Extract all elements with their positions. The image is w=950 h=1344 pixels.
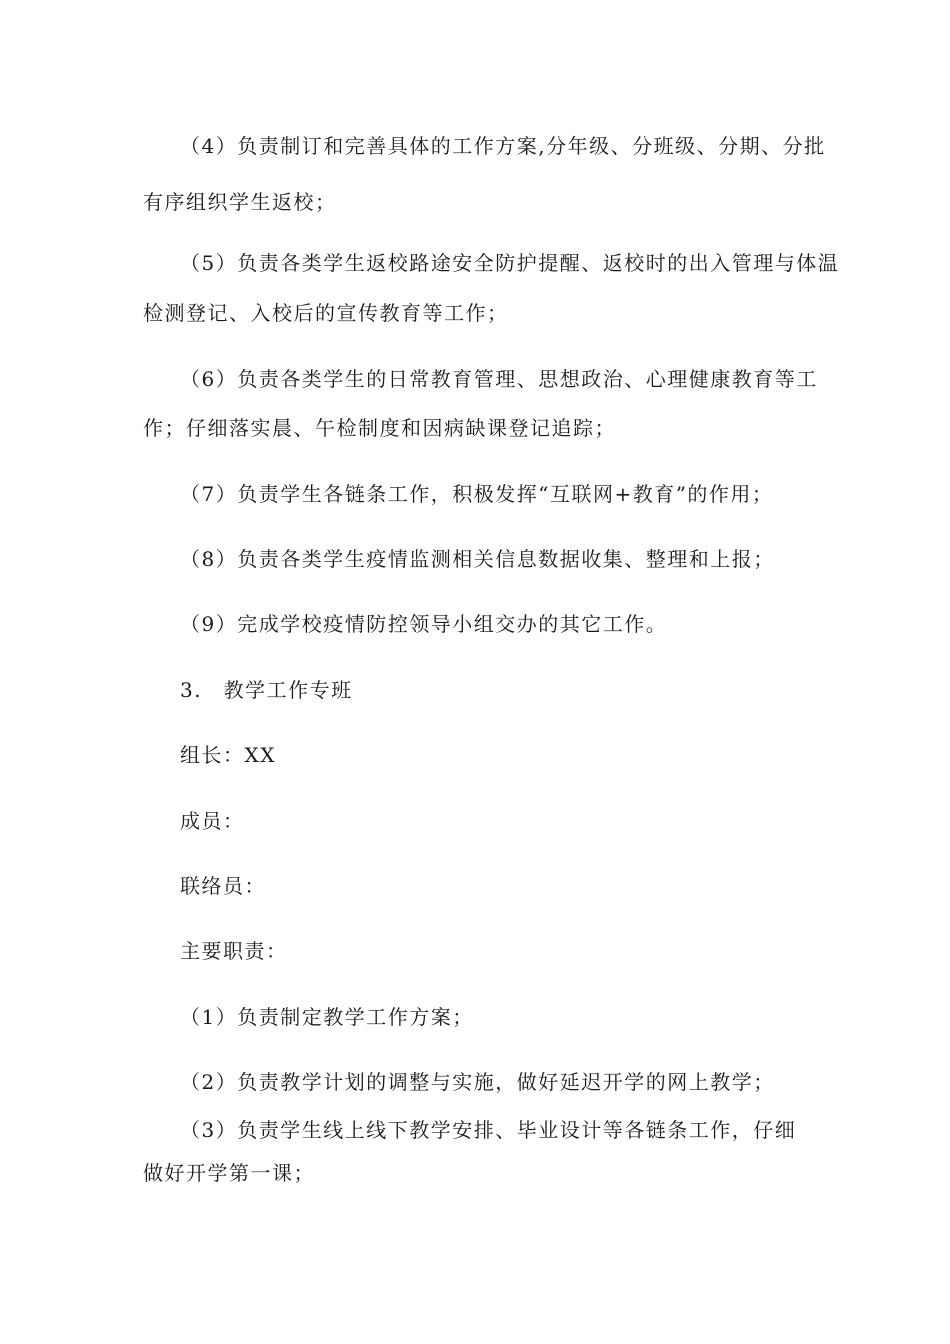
duty-3-line-2: 做好开学第一课； bbox=[143, 1161, 315, 1185]
section-heading: 3. 教学工作专班 bbox=[180, 678, 353, 702]
item-6-line-2: 作；仔细落实晨、午检制度和因病缺课登记追踪； bbox=[143, 416, 616, 440]
duty-2-line: （2）负责教学计划的调整与实施，做好延迟开学的网上教学； bbox=[180, 1070, 775, 1094]
main-duties-heading: 主要职责： bbox=[180, 939, 288, 963]
item-6-line-1: （6）负责各类学生的日常教育管理、思想政治、心理健康教育等工 bbox=[180, 367, 818, 391]
item-7-line: （7）负责学生各链条工作，积极发挥“互联网+教育”的作用； bbox=[180, 482, 774, 506]
liaison-line: 联络员： bbox=[180, 874, 266, 898]
item-4-line-1: （4）负责制订和完善具体的工作方案,分年级、分班级、分期、分批 bbox=[180, 134, 826, 158]
team-leader-line: 组长：XX bbox=[180, 743, 276, 767]
members-line: 成员： bbox=[180, 809, 245, 833]
duty-1-line: （1）负责制定教学工作方案； bbox=[180, 1005, 474, 1029]
item-5-line-2: 检测登记、入校后的宣传教育等工作； bbox=[143, 301, 509, 325]
item-8-line: （8）负责各类学生疫情监测相关信息数据收集、整理和上报； bbox=[180, 547, 775, 571]
duty-3-line-1: （3）负责学生线上线下教学安排、毕业设计等各链条工作，仔细 bbox=[180, 1118, 797, 1142]
item-4-line-2: 有序组织学生返校； bbox=[143, 190, 337, 214]
item-9-line: （9）完成学校疫情防控领导小组交办的其它工作。 bbox=[180, 612, 668, 636]
item-5-line-1: （5）负责各类学生返校路途安全防护提醒、返校时的出入管理与体温 bbox=[180, 251, 840, 275]
